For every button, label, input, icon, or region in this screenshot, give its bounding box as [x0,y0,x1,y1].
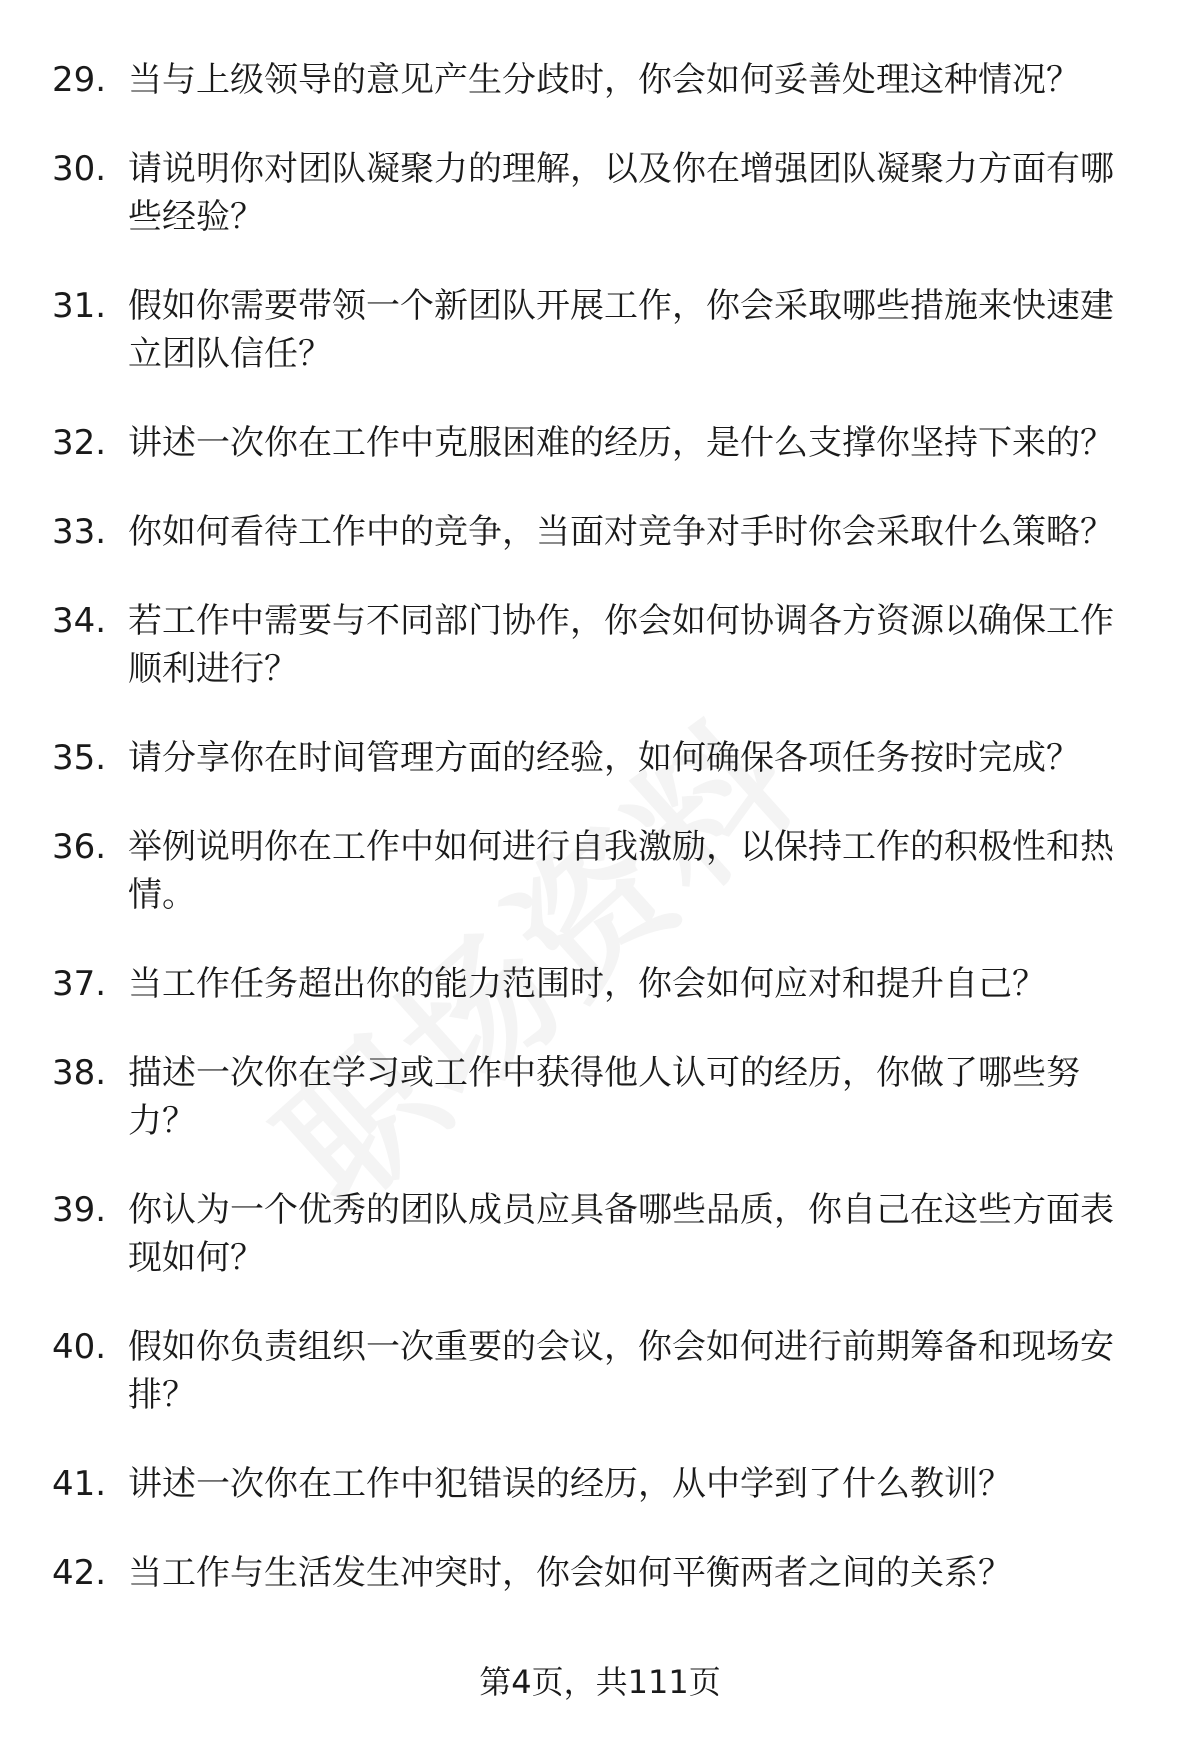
question-text: 请说明你对团队凝聚力的理解，以及你在增强团队凝聚力方面有哪些经验？ [128,149,1114,237]
question-number: 42. [52,1553,107,1593]
question-item [0,1460,1200,1508]
question-number: 39. [52,1190,107,1230]
question-text: 当工作任务超出你的能力范围时，你会如何应对和提升自己？ [128,964,1046,1004]
question-text: 讲述一次你在工作中克服困难的经历，是什么支撑你坚持下来的？ [128,423,1114,463]
question-number: 40. [52,1327,107,1367]
question-number: 38. [52,1053,107,1093]
question-item [0,419,1200,467]
question-item [0,56,1200,104]
question-text: 请分享你在时间管理方面的经验，如何确保各项任务按时完成？ [128,738,1080,778]
question-number: 29. [52,60,107,100]
question-text: 你认为一个优秀的团队成员应具备哪些品质，你自己在这些方面表现如何？ [128,1190,1114,1278]
question-item [0,1186,1200,1282]
question-number: 36. [52,827,107,867]
question-text: 若工作中需要与不同部门协作，你会如何协调各方资源以确保工作顺利进行？ [128,601,1114,689]
question-item [0,145,1200,241]
question-number: 41. [52,1464,107,1504]
question-item [0,1323,1200,1419]
question-number: 35. [52,738,107,778]
question-list [0,56,1200,1638]
question-text: 假如你需要带领一个新团队开展工作，你会采取哪些措施来快速建立团队信任？ [128,286,1114,374]
question-item [0,734,1200,782]
question-item [0,508,1200,556]
question-number: 37. [52,964,107,1004]
question-number: 34. [52,601,107,641]
question-text: 讲述一次你在工作中犯错误的经历，从中学到了什么教训？ [128,1464,1012,1504]
question-number: 31. [52,286,107,326]
question-item [0,1549,1200,1597]
question-text: 你如何看待工作中的竞争，当面对竞争对手时你会采取什么策略？ [128,512,1114,552]
question-number: 32. [52,423,107,463]
question-number: 30. [52,149,107,189]
page-number-footer: 第4页，共111页 [479,1663,721,1701]
question-item [0,597,1200,693]
question-number: 33. [52,512,107,552]
question-item [0,282,1200,378]
question-text: 举例说明你在工作中如何进行自我激励，以保持工作的积极性和热情。 [128,827,1114,915]
question-item [0,1049,1200,1145]
question-text: 当工作与生活发生冲突时，你会如何平衡两者之间的关系？ [128,1553,1012,1593]
question-text: 当与上级领导的意见产生分歧时，你会如何妥善处理这种情况？ [128,60,1080,100]
question-item [0,960,1200,1008]
question-text: 假如你负责组织一次重要的会议，你会如何进行前期筹备和现场安排？ [128,1327,1114,1415]
question-text: 描述一次你在学习或工作中获得他人认可的经历，你做了哪些努力？ [128,1053,1080,1141]
question-item [0,823,1200,919]
